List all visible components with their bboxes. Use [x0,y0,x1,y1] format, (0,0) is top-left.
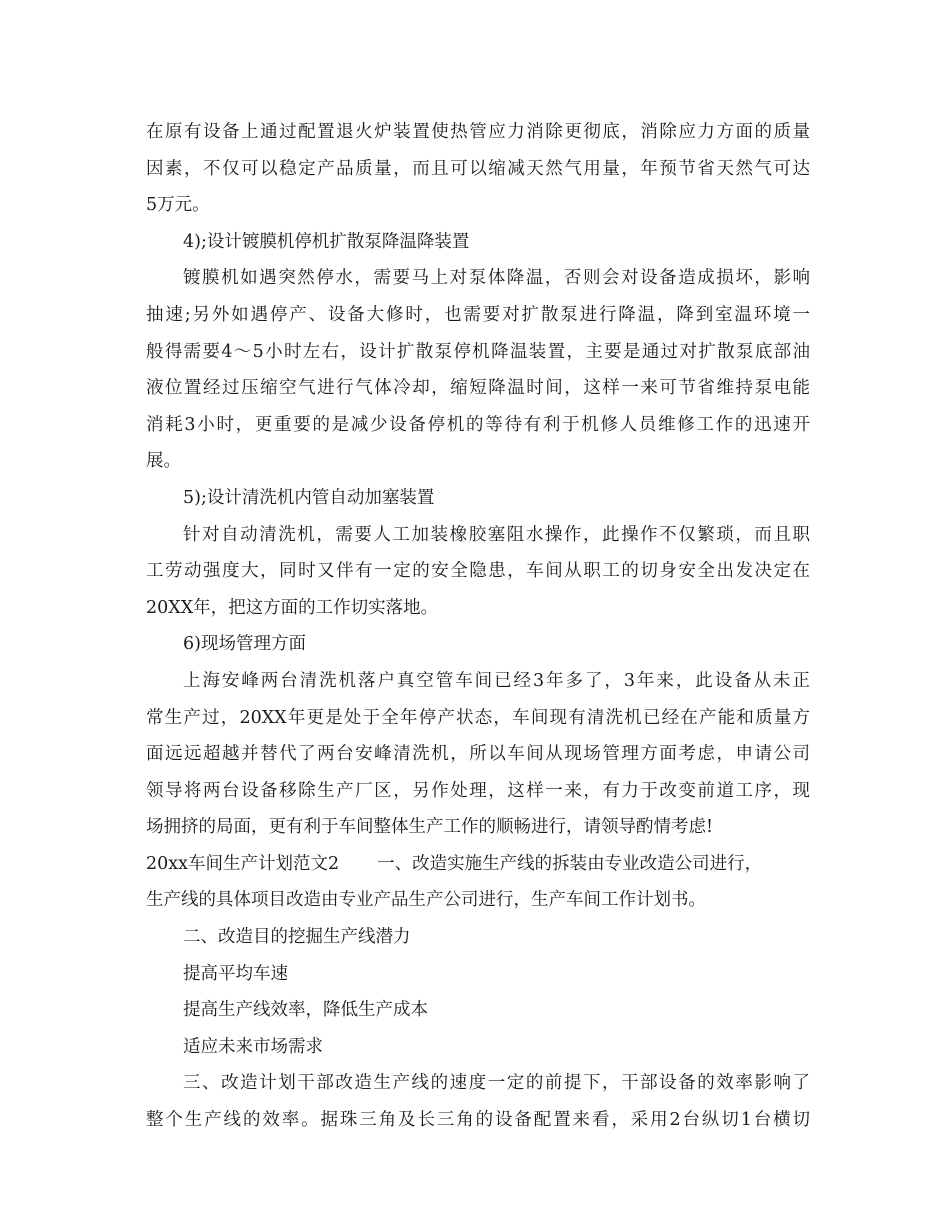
paragraph-line: 领导将两台设备移除生产厂区，另作处理，这样一来，有力于改变前道工序，现 [146,780,810,801]
paragraph-line: 整个生产线的效率。据珠三角及长三角的设备配置来看，采用2台纵切1台横切 [146,1110,810,1131]
paragraph-line: 生产线的具体项目改造由专业产品生产公司进行，生产车间工作计划书。 [146,890,706,911]
paragraph-line: 提高生产线效率，降低生产成本 [183,1000,428,1021]
paragraph-line: 抽速;另外如遇停产、设备大修时，也需要对扩散泵进行降温，降到室温环境一 [146,304,810,325]
paragraph-line: 4);设计镀膜机停机扩散泵降温降装置 [183,231,470,252]
paragraph-line: 20XX年，把这方面的工作切实落地。 [146,597,439,618]
paragraph-line: 镀膜机如遇突然停水，需要马上对泵体降温，否则会对设备造成损坏，影响 [183,268,810,289]
section-heading-line [146,846,810,883]
paragraph-line: 因素，不仅可以稳定产品质量，而且可以缩减天然气用量，年预节省天然气可达 [146,158,810,179]
paragraph-line: 二、改造目的挖掘生产线潜力 [183,927,411,948]
paragraph-line: 提高平均车速 [183,963,288,984]
paragraph-line: 上海安峰两台清洗机落户真空管车间已经3年多了，3年来，此设备从未正 [183,670,810,691]
paragraph-line: 5万元。 [146,195,210,216]
paragraph-line: 面远远超越并替代了两台安峰清洗机，所以车间从现场管理方面考虑，申请公司 [146,744,810,765]
paragraph-line: 适应未来市场需求 [183,1036,323,1057]
paragraph-line: 消耗3小时，更重要的是减少设备停机的等待有利于机修人员维修工作的迅速开 [146,414,810,435]
paragraph-line: 展。 [146,451,181,472]
paragraph-line: 5);设计清洗机内管自动加塞装置 [183,487,435,508]
paragraph-line: 6)现场管理方面 [183,634,306,655]
document-body [146,114,810,1139]
section-heading: 20xx车间生产计划范文2 [146,853,340,874]
paragraph-line: 液位置经过压缩空气进行气体冷却，缩短降温时间，这样一来可节省维持泵电能 [146,378,810,399]
paragraph-line: 在原有设备上通过配置退火炉装置使热管应力消除更彻底，消除应力方面的质量 [146,122,810,142]
paragraph-line: 般得需要4～5小时左右，设计扩散泵停机降温装置，主要是通过对扩散泵底部油 [146,341,810,362]
paragraph-text: 一、改造实施生产线的拆装由专业改造公司进行， [377,853,763,874]
paragraph-line: 常生产过，20XX年更是处于全年停产状态，车间现有清洗机已经在产能和质量方 [146,707,810,728]
paragraph-line: 场拥挤的局面，更有利于车间整体生产工作的顺畅进行，请领导酌情考虑! [146,817,714,838]
paragraph-line: 工劳动强度大，同时又伴有一定的安全隐患，车间从职工的切身安全出发决定在 [146,561,810,582]
paragraph-line: 针对自动清洗机，需要人工加装橡胶塞阻水操作，此操作不仅繁琐，而且职 [183,524,810,545]
paragraph-line: 三、改造计划干部改造生产线的速度一定的前提下，干部设备的效率影响了 [183,1073,810,1094]
